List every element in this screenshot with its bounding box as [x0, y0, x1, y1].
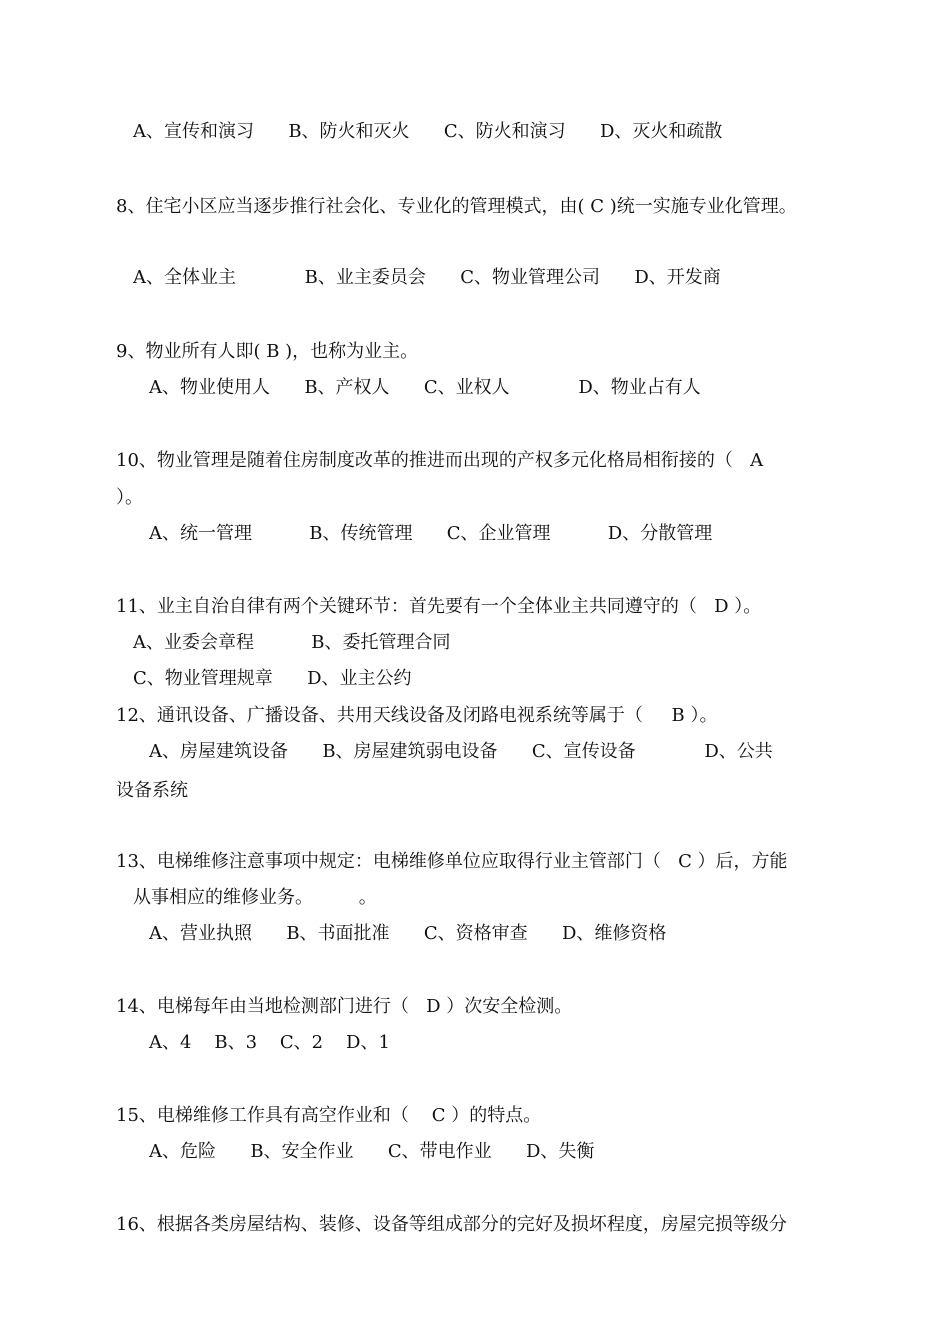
- q12-options: A、房屋建筑设备 B、房屋建筑弱电设备 C、宣传设备 D、公共: [149, 741, 773, 762]
- q12-options-cont: 设备系统: [116, 780, 188, 801]
- q11-options-2: C、物业管理规章 D、业主公约: [133, 668, 412, 689]
- q11-options-1: A、业委会章程 B、委托管理合同: [133, 632, 451, 653]
- q16-text: 16、根据各类房屋结构、装修、设备等组成部分的完好及损坏程度，房屋完损等级分: [116, 1214, 787, 1235]
- q10-options: A、统一管理 B、传统管理 C、企业管理 D、分散管理: [149, 523, 713, 544]
- q15-text: 15、电梯维修工作具有高空作业和（ C ）的特点。: [116, 1105, 542, 1126]
- q8-text: 8、住宅小区应当逐步推行社会化、专业化的管理模式，由( C )统一实施专业化管理。: [116, 196, 797, 217]
- q8-options: A、全体业主 B、业主委员会 C、物业管理公司 D、开发商: [133, 267, 721, 288]
- q13-text: 13、电梯维修注意事项中规定：电梯维修单位应取得行业主管部门（ C ）后，方能: [116, 851, 788, 872]
- q14-options: A、4 B、3 C、2 D、1: [149, 1032, 390, 1053]
- q10-text: 10、物业管理是随着住房制度改革的推进而出现的产权多元化格局相衔接的（ A: [116, 450, 764, 471]
- q14-text: 14、电梯每年由当地检测部门进行（ D ）次安全检测。: [116, 996, 573, 1017]
- q11-text: 11、业主自治自律有两个关键环节：首先要有一个全体业主共同遵守的（ D ）。: [116, 596, 762, 617]
- q9-text: 9、物业所有人即( B )，也称为业主。: [116, 341, 419, 362]
- q7-options: A、宣传和演习 B、防火和灭火 C、防火和演习 D、灭火和疏散: [133, 121, 723, 142]
- q13-options: A、营业执照 B、书面批准 C、资格审查 D、维修资格: [149, 923, 667, 944]
- q15-options: A、危险 B、安全作业 C、带电作业 D、失衡: [149, 1141, 595, 1162]
- q9-options: A、物业使用人 B、产权人 C、业权人 D、物业占有人: [149, 377, 701, 398]
- q12-text: 12、通讯设备、广播设备、共用天线设备及闭路电视系统等属于（ B ）。: [116, 705, 718, 726]
- q13-text-cont: 从事相应的维修业务。 。: [133, 887, 377, 908]
- q10-text-cont: ）。: [116, 487, 143, 508]
